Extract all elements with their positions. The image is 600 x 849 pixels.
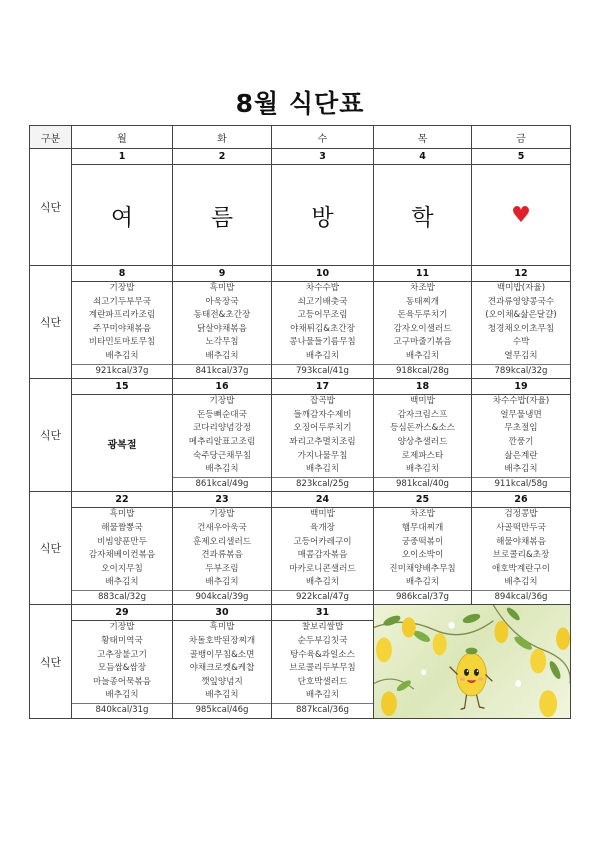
date-cell: 19 <box>472 379 571 395</box>
lemon-character-icon <box>374 605 570 717</box>
header-category: 구분 <box>30 126 72 149</box>
menu-cell <box>272 282 374 379</box>
date-cell: 22 <box>72 492 173 508</box>
menu-cell <box>173 621 272 718</box>
date-cell: 5 <box>472 149 571 165</box>
menu-item: 궁중떡볶이 <box>401 536 444 547</box>
menu-item: 배추김치 <box>105 690 139 701</box>
menu-item: 배추김치 <box>305 690 340 701</box>
menu-item: 골뱅이무침&소면 <box>189 649 255 660</box>
menu-item: 동태찌개 <box>405 296 440 307</box>
menu-item: 사골떡만두국 <box>496 522 546 533</box>
date-cell: 25 <box>374 492 472 508</box>
menu-item: 비빔양푼만두 <box>97 536 147 547</box>
menu-cell <box>374 395 472 492</box>
menu-item: 차조밥 <box>410 509 435 520</box>
menu-row-week2 <box>30 282 571 379</box>
menu-item: 탕수육&과일소스 <box>290 649 355 660</box>
row-label-week1: 식단 <box>30 149 72 266</box>
menu-item: 흑미밥 <box>209 283 235 293</box>
vacation-char: 여 <box>72 165 173 266</box>
calorie-info: 985kcal/46g <box>173 703 271 718</box>
date-row-week5 <box>30 605 571 621</box>
menu-item: 닭살야채볶음 <box>197 323 247 334</box>
calorie-info: 918kcal/28g <box>374 364 471 379</box>
menu-item: 해물야채볶음 <box>496 536 546 547</box>
menu-item: 잡곡밥 <box>310 396 335 407</box>
menu-item: 노각무침 <box>205 337 239 348</box>
menu-item: 진미채양배추무침 <box>389 563 456 574</box>
date-row-week3 <box>30 379 571 395</box>
row-label-week5: 식단 <box>30 605 72 718</box>
menu-item: 삶은계란 <box>504 450 538 461</box>
heart-icon: ♥ <box>472 165 571 266</box>
date-cell: 11 <box>374 266 472 282</box>
menu-cell <box>272 621 374 718</box>
date-cell: 18 <box>374 379 472 395</box>
menu-item: 매콤감자볶음 <box>297 550 348 561</box>
menu-item: 기장밥 <box>109 622 135 633</box>
menu-item: 감자채베이컨볶음 <box>88 550 156 561</box>
date-row-week4 <box>30 492 571 508</box>
menu-item: 감자오이샐러드 <box>393 323 452 334</box>
menu-item: 건새우아욱국 <box>197 522 247 533</box>
menu-item: 아욱장국 <box>205 296 239 307</box>
menu-item: 백미밥(자율) <box>496 283 546 293</box>
menu-cell <box>472 395 571 492</box>
menu-item: 청경채오이초무침 <box>487 323 555 334</box>
date-cell: 23 <box>173 492 272 508</box>
vacation-row <box>30 165 571 266</box>
menu-item: 비타민토마토무침 <box>88 337 156 348</box>
menu-item: 코다리양념강정 <box>192 423 252 434</box>
menu-item: 꽈리고추멸치조림 <box>289 436 356 447</box>
calorie-info: 981kcal/40g <box>374 477 471 492</box>
menu-item: 마늘종어묵볶음 <box>92 676 152 687</box>
menu-item: 가지나물무침 <box>297 450 348 461</box>
header-day-tue: 화 <box>173 126 272 149</box>
menu-item: 고구마줄기볶음 <box>393 337 452 348</box>
menu-item: 양상추샐러드 <box>397 436 448 447</box>
date-cell: 26 <box>472 492 571 508</box>
calorie-info: 823kcal/25g <box>272 477 373 492</box>
menu-item: 무초절임 <box>504 423 538 434</box>
calorie-info: 911kcal/58g <box>472 477 570 492</box>
calorie-info: 986kcal/37g <box>374 590 471 605</box>
menu-item: 단호박샐러드 <box>297 676 348 687</box>
menu-item: 마카로니콘샐러드 <box>289 563 356 574</box>
menu-item: 견과류볶음 <box>201 550 243 561</box>
menu-item: 메추리알표고조림 <box>188 436 256 447</box>
menu-item: 얼무물냉면 <box>500 409 542 420</box>
menu-item: 기장밥 <box>109 283 135 293</box>
menu-item: 애호박계란구이 <box>491 563 551 574</box>
menu-item: 숙주당근채무침 <box>192 450 252 461</box>
header-day-thu: 목 <box>374 126 472 149</box>
menu-item: 주꾸미야채볶음 <box>92 323 152 334</box>
date-cell: 4 <box>374 149 472 165</box>
menu-cell <box>72 508 173 605</box>
menu-item: 차수수밥 <box>305 283 340 293</box>
menu-item: 찰보리쌀밥 <box>301 622 344 633</box>
date-cell: 8 <box>72 266 173 282</box>
menu-cell <box>472 508 571 605</box>
menu-item: 두부조림 <box>205 563 239 574</box>
menu-item: 고등어카레구이 <box>293 536 352 547</box>
menu-item: (오이채&삶은달걀) <box>485 310 557 321</box>
vacation-char: 름 <box>173 165 272 266</box>
menu-row-week4 <box>30 508 571 605</box>
date-cell: 10 <box>272 266 374 282</box>
menu-item: 감자크림스프 <box>397 409 448 420</box>
menu-item: 기장밥 <box>209 396 235 407</box>
menu-item: 야채튀김&초간장 <box>290 323 355 334</box>
menu-cell <box>173 508 272 605</box>
menu-item: 열무김치 <box>504 350 538 361</box>
menu-item: 동태전&초간장 <box>193 310 251 321</box>
header-day-wed: 수 <box>272 126 374 149</box>
calorie-info: 793kcal/41g <box>272 364 373 379</box>
calorie-info: 921kcal/37g <box>72 364 172 379</box>
calorie-info: 861kcal/49g <box>173 477 271 492</box>
menu-item: 햄무대찌개 <box>401 522 444 533</box>
calorie-info: 789kcal/32g <box>472 364 570 379</box>
menu-item: 순두부김칫국 <box>297 636 348 647</box>
header-day-fri: 금 <box>472 126 571 149</box>
calorie-info: 904kcal/39g <box>173 590 271 605</box>
date-row-week1 <box>30 149 571 165</box>
menu-item: 배추김치 <box>504 577 538 588</box>
menu-item: 계란파프리카조림 <box>88 310 156 321</box>
menu-item: 배추김치 <box>405 350 440 361</box>
menu-item: 오이지무침 <box>101 563 143 574</box>
date-cell: 3 <box>272 149 374 165</box>
menu-item: 배추김치 <box>305 464 340 475</box>
menu-item: 황태미역국 <box>101 636 143 647</box>
menu-item: 육개장 <box>310 522 335 533</box>
date-cell: 29 <box>72 605 173 621</box>
menu-row-week3 <box>30 395 571 492</box>
menu-item: 흑미밥 <box>209 622 235 633</box>
menu-item: 차수수밥(자율) <box>492 396 550 407</box>
menu-item: 고등어무조림 <box>297 310 348 321</box>
date-cell: 31 <box>272 605 374 621</box>
date-cell: 16 <box>173 379 272 395</box>
menu-item: 배추김치 <box>305 577 340 588</box>
menu-item: 돈등뼈순대국 <box>197 409 247 420</box>
menu-item: 검정콩밥 <box>504 509 538 520</box>
header-day-mon: 월 <box>72 126 173 149</box>
menu-item: 백미밥 <box>310 509 335 520</box>
menu-item: 배추김치 <box>504 464 538 475</box>
menu-item: 고추장불고기 <box>97 649 147 660</box>
menu-item: 배추김치 <box>405 464 440 475</box>
row-label-week2: 식단 <box>30 266 72 379</box>
calorie-info: 883cal/32g <box>72 590 172 605</box>
menu-cell <box>173 395 272 492</box>
calorie-info: 922kcal/47g <box>272 590 373 605</box>
menu-item: 해물짬뽕국 <box>101 522 143 533</box>
menu-table <box>29 125 571 719</box>
calorie-info: 887kcal/36g <box>272 703 373 718</box>
menu-item: 배추김치 <box>405 577 440 588</box>
menu-item: 브로콜리두부무침 <box>289 663 356 674</box>
menu-item: 배추김치 <box>105 577 139 588</box>
menu-item: 기장밥 <box>209 509 235 520</box>
page-title: 8월 식단표 <box>235 89 365 118</box>
menu-cell <box>374 282 472 379</box>
calorie-info: 841kcal/37g <box>173 364 271 379</box>
date-cell: 30 <box>173 605 272 621</box>
menu-item: 오징어두루치기 <box>293 423 352 434</box>
menu-cell <box>173 282 272 379</box>
menu-item: 모듬쌈&쌈장 <box>97 663 147 674</box>
menu-item: 흑미밥 <box>109 509 135 520</box>
menu-cell <box>272 508 374 605</box>
menu-item: 야채크로켓&케찹 <box>189 663 255 674</box>
row-label-week3: 식단 <box>30 379 72 492</box>
menu-item: 쇠고기배춧국 <box>297 296 348 307</box>
vacation-char: 학 <box>374 165 472 266</box>
menu-item: 깻잎양념지 <box>201 676 243 687</box>
menu-item: 돈육두루치기 <box>397 310 448 321</box>
menu-cell <box>374 508 472 605</box>
menu-item: 배추김치 <box>205 350 239 361</box>
menu-item: 들깨감자수제비 <box>293 409 352 420</box>
date-cell: 17 <box>272 379 374 395</box>
menu-cell <box>72 282 173 379</box>
holiday-cell: 광복절 <box>72 395 173 492</box>
menu-item: 훈제오리샐러드 <box>192 536 252 547</box>
menu-item: 수박 <box>512 337 530 348</box>
menu-item: 배추김치 <box>305 350 340 361</box>
menu-item: 백미밥 <box>410 396 435 407</box>
menu-cell <box>472 282 571 379</box>
calorie-info: 894kcal/36g <box>472 590 570 605</box>
date-row-week2 <box>30 266 571 282</box>
menu-item: 차돌호박된장찌개 <box>188 636 256 647</box>
menu-item: 브로콜리&초장 <box>492 550 550 561</box>
date-cell: 15 <box>72 379 173 395</box>
header-row <box>30 126 571 149</box>
date-cell: 12 <box>472 266 571 282</box>
menu-cell <box>72 621 173 718</box>
calorie-info: 840kcal/31g <box>72 703 172 718</box>
menu-item: 쇠고기두부무국 <box>92 296 152 307</box>
menu-item: 로제파스타 <box>401 450 444 461</box>
menu-item: 배추김치 <box>205 577 239 588</box>
date-cell: 1 <box>72 149 173 165</box>
row-label-week4: 식단 <box>30 492 72 605</box>
menu-item: 등심돈까스&소스 <box>390 423 455 434</box>
date-cell: 9 <box>173 266 272 282</box>
menu-item: 오이소박이 <box>401 550 444 561</box>
menu-item: 콩나물들기름무침 <box>289 337 356 348</box>
menu-item: 배추김치 <box>205 690 239 701</box>
menu-item: 배추김치 <box>105 350 139 361</box>
menu-item: 차조밥 <box>410 283 435 293</box>
lemon-illustration <box>374 605 571 718</box>
date-cell: 2 <box>173 149 272 165</box>
menu-item: 배추김치 <box>205 464 239 475</box>
menu-cell <box>272 395 374 492</box>
vacation-char: 방 <box>272 165 374 266</box>
menu-item: 견과류영양콩국수 <box>487 296 555 307</box>
date-cell: 24 <box>272 492 374 508</box>
menu-item: 깐풍기 <box>508 436 534 447</box>
